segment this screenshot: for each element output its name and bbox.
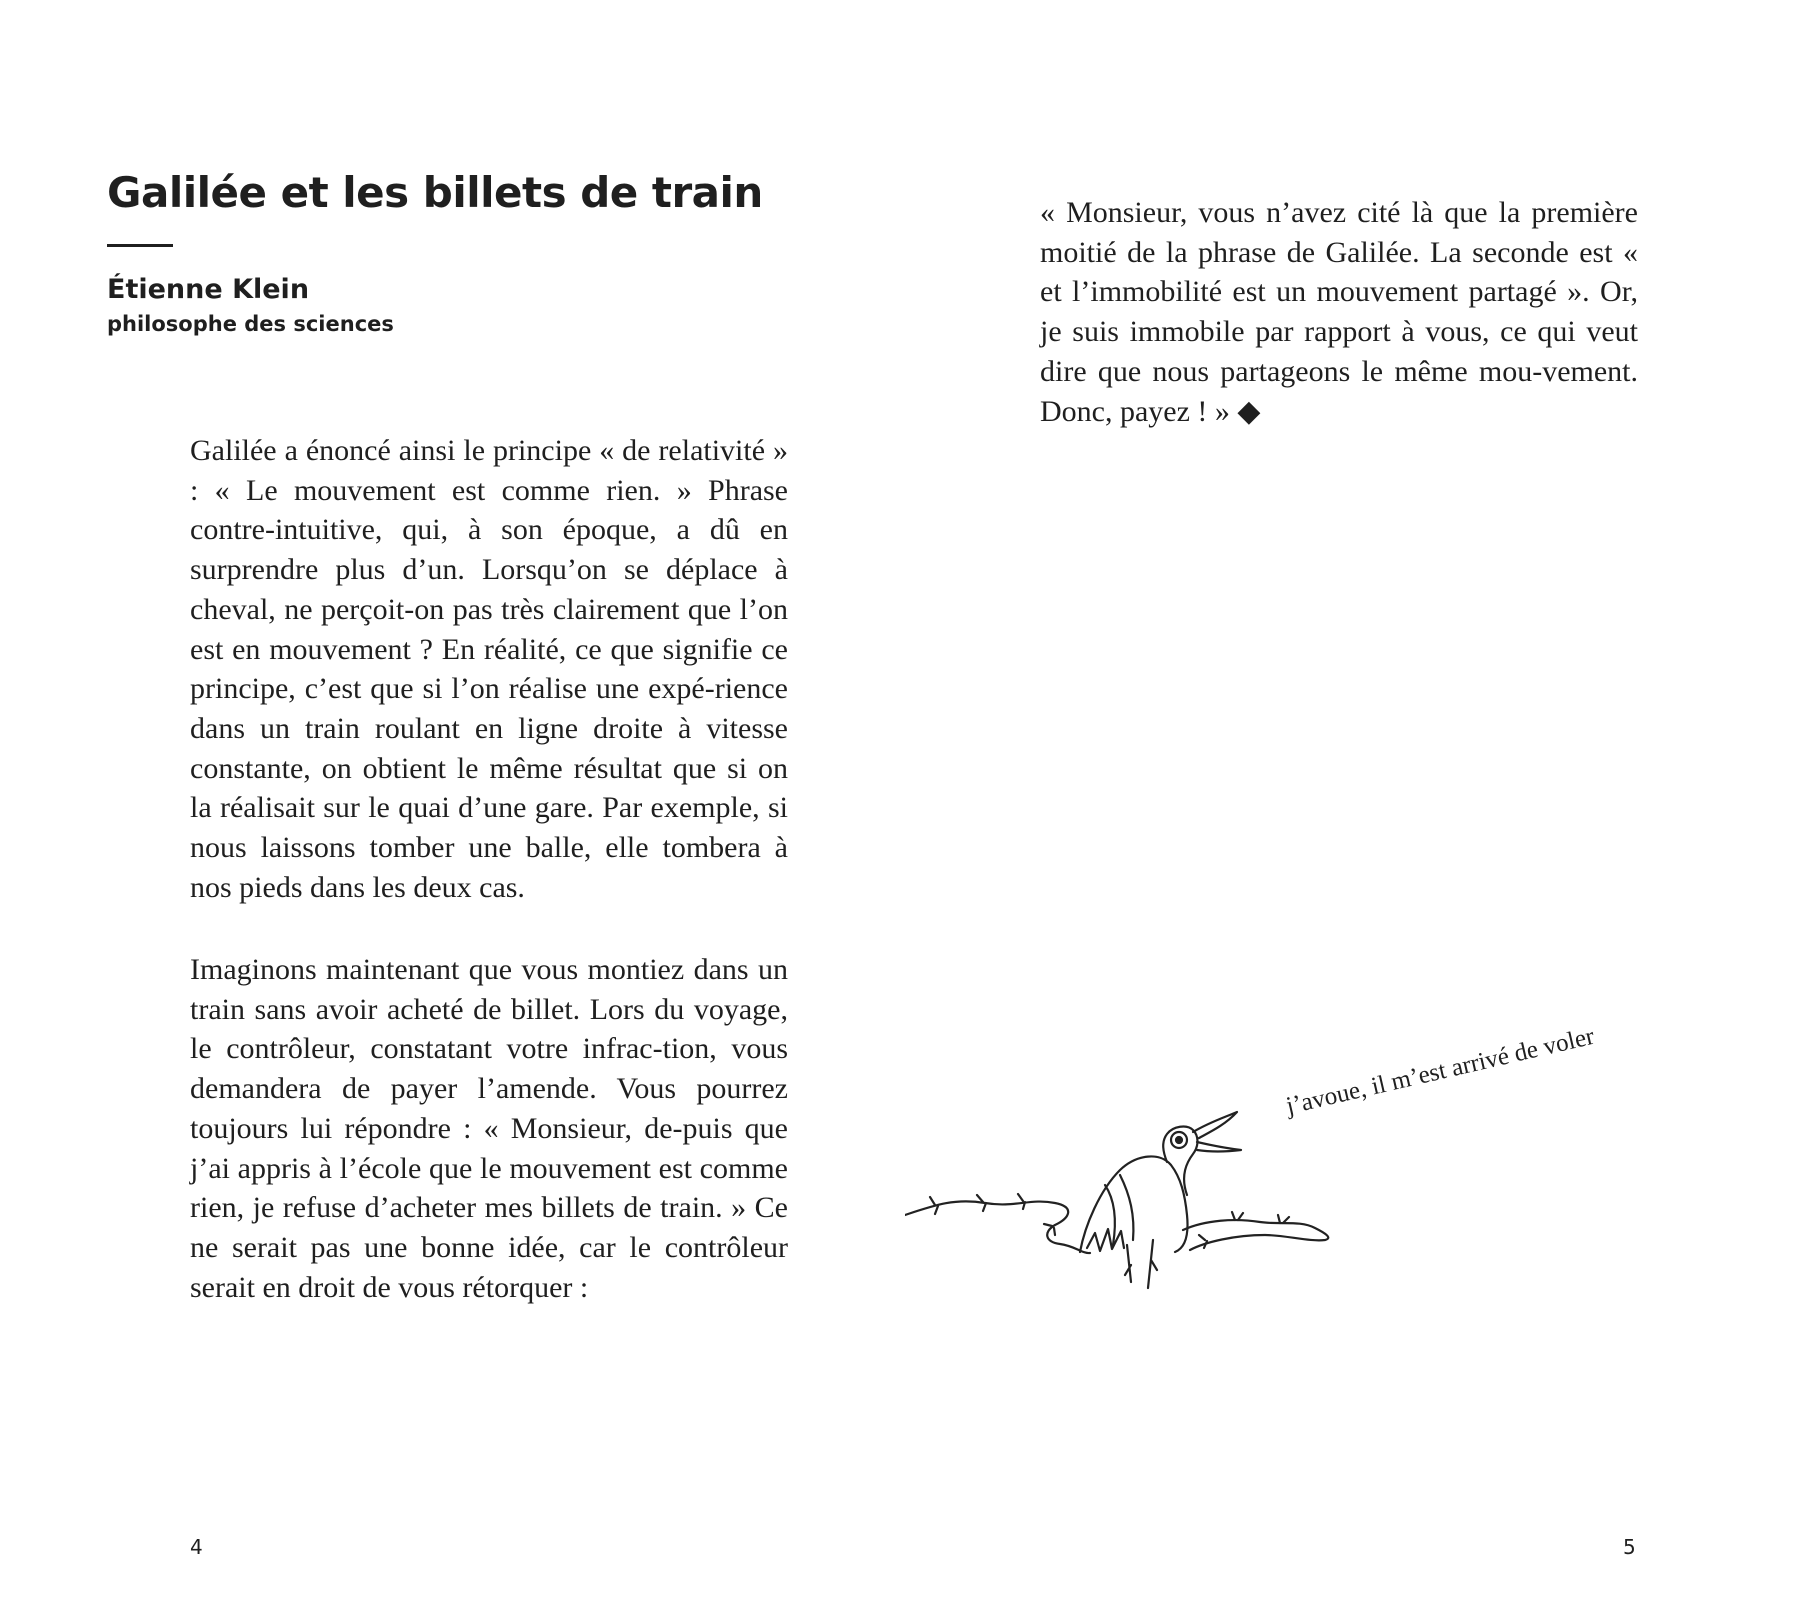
illustration-caption: j’avoue, il m’est arrivé de voler [1283,1022,1597,1121]
bird-illustration [905,1070,1335,1295]
title-divider [107,244,173,247]
body-paragraph-2: Imaginons maintenant que vous montiez dans un train sans avoir acheté de billet. Lors du voyage, le contrôleur, constatant votre infrac-tion, vous demandera de payer l’amende. Vous pourrez toujours lui répondre : « Monsieur, de-puis que j’ai appris à l’école que le mouvement est comme rien, je refuse d’acheter mes billets de train. » Ce ne serait pas une bonne idée, car le contrôleur serait en droit de vous rétorquer : [190,953,788,1304]
page-number-right: 5 [1623,1535,1636,1559]
body-paragraph-1: Galilée a énoncé ainsi le principe « de relativité » : « Le mouvement est comme rien. » Phrase contre-intuitive, qui, à son époque, a dû en surprendre plus d’un. Lorsqu’on se déplace à cheval, ne perçoit-on pas très clairement que l’on est en mouvement ? En réalité, ce que signifie ce principe, c’est que si l’on réalise une expé-rience dans un train roulant en ligne droite à vitesse constante, on obtient le même résultat que si on la réalisait sur le quai d’une gare. Par exemple, si nous laissons tomber une balle, elle tombera à nos pieds dans les deux cas. [190,434,788,904]
branch-left [905,1201,1090,1253]
bird-legs [1125,1240,1157,1288]
article-title: Galilée et les billets de train [107,168,763,217]
author-role: philosophe des sciences [107,312,394,336]
page-number-left: 4 [190,1535,203,1559]
body-paragraph-3: « Monsieur, vous n’avez cité là que la première moitié de la phrase de Galilée. La seconde est « et l’immobilité est un mouvement partagé ». Or, je suis immobile par rapport à vous, ce qui veut dire que nous partageons le même mou-vement. Donc, payez ! » ◆ [1040,196,1638,428]
author-name: Étienne Klein [107,274,310,305]
